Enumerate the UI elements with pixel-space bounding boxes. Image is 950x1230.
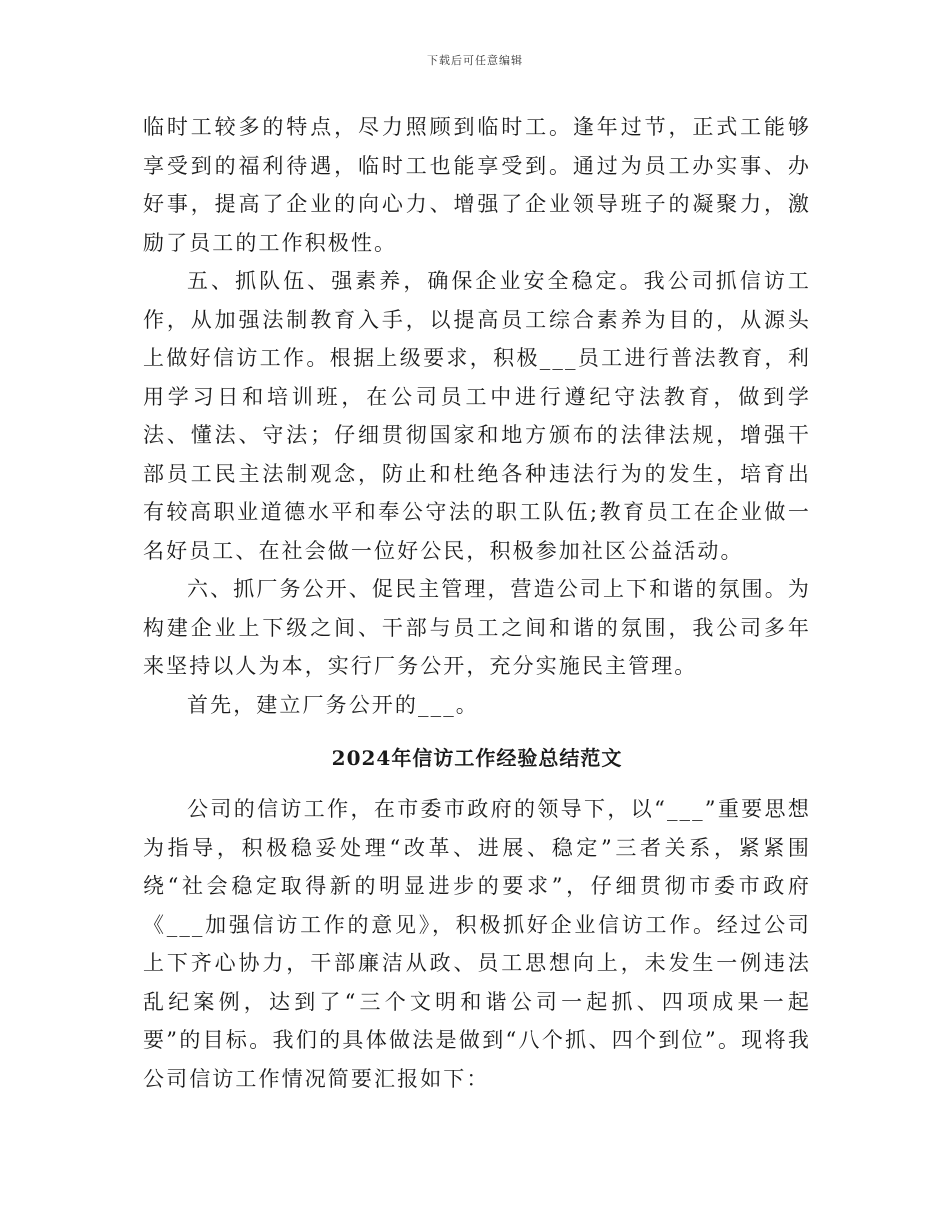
paragraph-5: 公司的信访工作，在市委市政府的领导下，以“___”重要思想为指导，积极稳妥处理“改革、进展、稳定”三者关系，紧紧围绕“社会稳定取得新的明显进步的要求”，仔细贯彻市委市政府《___加强信访工作的意见》，积极抓好企业信访工作。经过公司上下齐心协力，干部廉洁从政、员工思想向上，未发生一例违法乱纪案例，达到了“三个文明和谐公司一起抓、四项成果一起要”的目标。我们的具体做法是做到“八个抓、四个到位”。现将我公司信访工作情况简要汇报如下：	[143, 797, 811, 1091]
paragraph-3: 六、抓厂务公开、促民主管理，营造公司上下和谐的氛围。为构建企业上下级之间、干部与员工之间和谐的氛围，我公司多年来坚持以人为本，实行厂务公开，充分实施民主管理。	[143, 577, 811, 678]
header-note: 下载后可任意编辑	[427, 54, 523, 67]
section-title: 2024年信访工作经验总结范文	[331, 746, 623, 770]
paragraph-4: 首先，建立厂务公开的___。	[187, 692, 479, 717]
document-body	[143, 108, 811, 1098]
paragraph-1: 临时工较多的特点，尽力照顾到临时工。逢年过节，正式工能够享受到的福利待遇，临时工也能享受到。通过为员工办实事、办好事，提高了企业的向心力、增强了企业领导班子的凝聚力，激励了员工的工作积极性。	[143, 115, 811, 255]
paragraph-2: 五、抓队伍、强素养，确保企业安全稳定。我公司抓信访工作，从加强法制教育入手，以提高员工综合素养为目的，从源头上做好信访工作。根据上级要求，积极___员工进行普法教育，利用学习日和培训班，在公司员工中进行遵纪守法教育，做到学法、懂法、守法；仔细贯彻国家和地方颁布的法律法规，增强干部员工民主法制观念，防止和杜绝各种违法行为的发生，培育出有较高职业道德水平和奉公守法的职工队伍;教育员工在企业做一名好员工、在社会做一位好公民，积极参加社区公益活动。	[143, 269, 811, 563]
